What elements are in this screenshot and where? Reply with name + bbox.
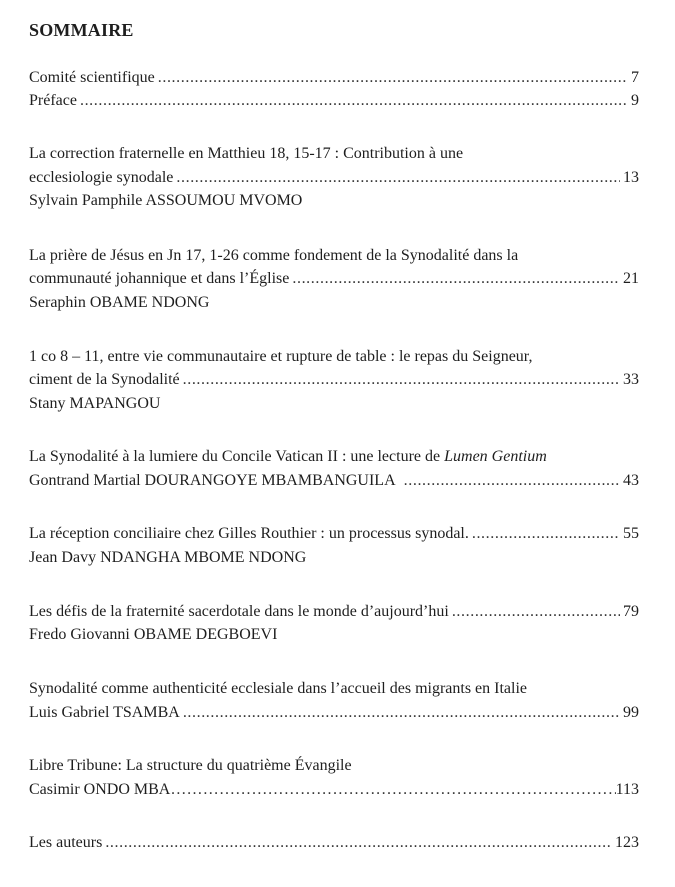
dot-leader xyxy=(158,67,628,89)
toc-page-number: 123 xyxy=(615,834,639,851)
dot-leader xyxy=(292,268,620,290)
toc-entry-title: ecclesiologie synodale xyxy=(29,169,174,186)
toc-entry-auteurs xyxy=(29,832,639,854)
dot-leader xyxy=(452,601,620,623)
toc-entry-title-line: Libre Tribune: La structure du quatrième Évangile xyxy=(29,757,352,774)
toc-entry-title: Les défis de la fraternité sacerdotale dans le monde d’aujourd’hui xyxy=(29,603,449,620)
toc-entry-migrants xyxy=(29,702,639,724)
dot-leader xyxy=(472,523,620,545)
dot-leader xyxy=(183,369,620,391)
toc-author: Stany MAPANGOU xyxy=(29,395,161,412)
toc-author: Gontrand Martial DOURANGOYE MBAMBANGUILA xyxy=(29,472,396,489)
toc-entry-1co xyxy=(29,369,639,391)
toc-entry-title-line: Synodalité comme authenticité ecclesiale dans l’accueil des migrants en Italie xyxy=(29,680,528,697)
toc-entry-comite xyxy=(29,67,639,89)
toc-entry-title-line xyxy=(29,446,639,468)
toc-entry-preface xyxy=(29,90,639,112)
toc-author: Seraphin OBAME NDONG xyxy=(29,294,210,311)
dot-leader xyxy=(176,167,620,189)
toc-page-number: 13 xyxy=(623,169,639,186)
toc-entry-title-line: 1 co 8 – 11, entre vie communautaire et rupture de table : le repas du Seigneur, xyxy=(29,348,533,365)
toc-entry-title: ciment de la Synodalité xyxy=(29,371,180,388)
toc-page-number: 113 xyxy=(615,781,639,798)
dot-leader xyxy=(80,90,628,112)
toc-author: Casimir ONDO MBA xyxy=(29,781,171,798)
toc-author: Luis Gabriel TSAMBA xyxy=(29,704,180,721)
toc-page-number: 99 xyxy=(623,704,639,721)
toc-entry-defis xyxy=(29,601,639,623)
toc-entry-libre-tribune xyxy=(29,779,639,801)
toc-entry-title-italic: Lumen Gentium xyxy=(444,448,547,465)
dot-leader xyxy=(170,779,615,801)
toc-entry-title: La réception conciliaire chez Gilles Routhier : un processus synodal. xyxy=(29,525,469,542)
toc-entry-priere xyxy=(29,268,639,290)
toc-page-number: 43 xyxy=(623,472,639,489)
toc-page-number: 33 xyxy=(623,371,639,388)
toc-author: Sylvain Pamphile ASSOUMOU MVOMO xyxy=(29,192,303,209)
dot-leader xyxy=(105,832,612,854)
toc-page-number: 7 xyxy=(631,69,639,86)
toc-entry-title: Les auteurs xyxy=(29,834,103,851)
toc-entry-vatican xyxy=(29,470,639,492)
toc-entry-title: communauté johannique et dans l’Église xyxy=(29,270,290,287)
toc-entry-title: Préface xyxy=(29,92,77,109)
dot-leader xyxy=(404,470,620,492)
toc-entry-reception xyxy=(29,523,639,545)
toc-page-number: 9 xyxy=(631,92,639,109)
dot-leader xyxy=(183,702,620,724)
toc-page-number: 55 xyxy=(623,525,639,542)
page-title: SOMMAIRE xyxy=(29,20,134,40)
toc-entry-title-line: La prière de Jésus en Jn 17, 1-26 comme fondement de la Synodalité dans la xyxy=(29,247,519,264)
toc-page-number: 79 xyxy=(623,603,639,620)
toc-entry-title-line: La correction fraternelle en Matthieu 18, 15-17 : Contribution à une xyxy=(29,145,464,162)
toc-entry-title: Comité scientifique xyxy=(29,69,155,86)
toc-entry-title: La Synodalité à la lumiere du Concile Vatican II : une lecture de xyxy=(29,448,445,465)
toc-entry-correction xyxy=(29,167,639,189)
toc-author: Jean Davy NDANGHA MBOME NDONG xyxy=(29,549,307,566)
toc-page-number: 21 xyxy=(623,270,639,287)
toc-author: Fredo Giovanni OBAME DEGBOEVI xyxy=(29,626,278,643)
